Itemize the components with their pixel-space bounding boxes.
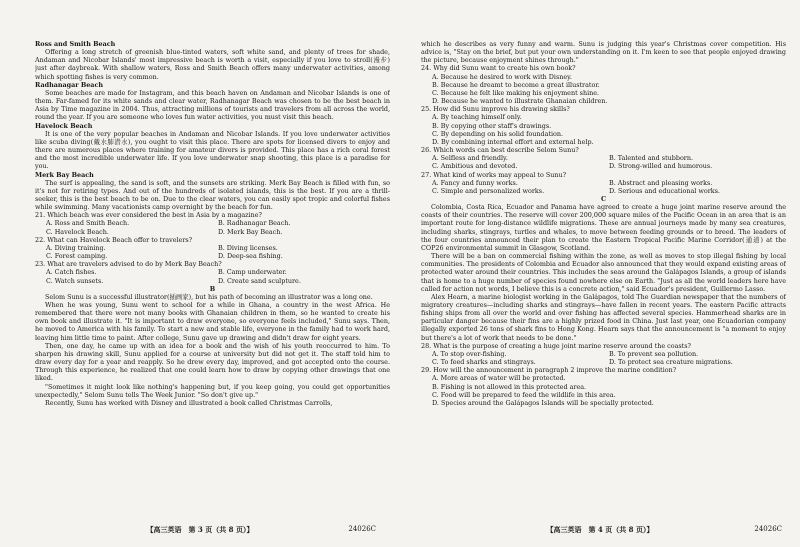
passage-b-paragraph: which he describes as very funny and warm. Sunu is judging this year's Christmas cover competition. His advice is, "Stay on the brief, but put your own understanding on it. I'm keen to see that people enjoyed drawing the picture, because enjoyment shines through." xyxy=(421,40,786,65)
page-number: 【高三英语 第 4 页（共 8 页）】 xyxy=(546,525,654,534)
option-a: A. Ross and Smith Beach. xyxy=(46,219,130,228)
option-d: D. Deep-sea fishing. xyxy=(218,252,283,261)
option-a: A. Diving training. xyxy=(46,243,106,252)
section-c-heading: C xyxy=(600,194,607,203)
question-26 xyxy=(421,146,786,170)
option-b: B. Talented and stubborn. xyxy=(609,154,693,163)
option-d: D. Because he wanted to illustrate Ghanaian children. xyxy=(432,97,608,106)
question-stem: 24. Why did Sunu want to create his own book? xyxy=(421,64,576,73)
question-stem: 23. What are travelers advised to do by Merk Bay Beach? xyxy=(35,260,222,269)
passage-b-paragraph: Then, one day, he came up with an idea for a book and the wish of his youth reoccurred to him. To sharpen his drawing skill, Sunu applied for a course at university but did not get it. The staff told him to draw every day for a year and reapply. So he drew every day, improved, and got accepted onto the course. Through this experience, he realized that one could learn how to draw by copying other drawings that one liked. xyxy=(35,341,390,383)
beach-paragraph: It is one of the very popular beaches in Andaman and Nicobar Islands. If you love underwater activities like scuba diving(戴水肺潜水), you ought to visit this place. There are spots for licensed divers to enjoy and there are numerous places where training for amateur divers is provided. This place has a rich coral forest and the most incredible underwater life. If you love underwater snap shooting, this place is a paradise for you. xyxy=(35,129,390,171)
beach-paragraph: The surf is appealing, the sand is soft, and the sunsets are striking. Merk Bay Beach is filled with fun, so it's not for retiring types. And out of the hundreds of isolated islands, this is the best. If you are a thrill-seeker, this is the best beach to be on. Due to the clear waters, you can easily spot tropic and colorful fishes while swimming. Many vacationists camp overnight by the beach for fun. xyxy=(35,178,390,212)
option-d: D. By combining internal effort and external help. xyxy=(432,137,594,146)
question-27 xyxy=(421,171,786,195)
option-c: C. Havelock Beach. xyxy=(46,227,109,236)
option-a: A. To stop over-fishing. xyxy=(432,349,507,358)
option-c: C. Watch sunsets. xyxy=(46,276,104,285)
option-b: B. Because he dreamt to become a great illustrator. xyxy=(432,80,600,89)
beach-heading: Ross and Smith Beach xyxy=(35,40,116,48)
option-d: D. Create sand sculpture. xyxy=(218,276,301,285)
page-4-content xyxy=(421,40,786,518)
option-a: A. Because he desired to work with Disney. xyxy=(432,72,572,81)
option-a: A. More areas of water will be protected. xyxy=(432,374,566,383)
passage-c-paragraph: There will be a ban on commercial fishing within the zone, as well as moves to stop illegal fishing by local communities. The presidents of Colombia and Ecuador also announced that they would expand existing areas of protected water around their countries. This includes the seas around the Galápagos Islands, a group of islands that is home to a huge number of species found nowhere else on Earth. "Just as all the world leaders here have called for action not words, I believe this is a concrete action," said Ecuador's president, Guillermo Lasso. xyxy=(421,252,786,293)
option-c: C. Forest camping. xyxy=(46,252,108,261)
question-28 xyxy=(421,342,786,366)
option-b: B. Camp underwater. xyxy=(218,268,287,277)
passage-b-paragraph: When he was young, Sunu went to school for a while in Ghana, a country in the west Africa. He remembered that there were not many books with Ghanaian children in them, so he wanted to create his own book and illustrate it. "It is important to draw everyone, so everyone feels included," Sunu says. Then, he moved to America with his family. To start a new and stable life, everyone in the family had to work hard, leaving him little time to paint. After college, Sunu gave up drawing and didn't draw for eight years. xyxy=(35,301,390,342)
option-b: B. Fishing is not allowed in this protected area. xyxy=(432,382,587,391)
passage-b-paragraph: Recently, Sunu has worked with Disney and illustrated a book called Christmas Carrolls, xyxy=(45,398,333,407)
page-3-content xyxy=(35,40,390,518)
question-stem: 28. What is the purpose of creating a huge joint marine reserve around the coasts? xyxy=(421,341,691,350)
option-a: A. Fancy and funny works. xyxy=(432,178,518,187)
option-c: C. Ambitious and devoted. xyxy=(432,162,518,171)
question-25 xyxy=(421,105,786,146)
question-stem: 26. Which words can best describe Selom Sunu? xyxy=(421,146,579,155)
option-b: B. By copying other staff's drawings. xyxy=(432,121,552,130)
beach-heading: Merk Bay Beach xyxy=(35,170,94,179)
option-d: D. Serious and educational works. xyxy=(609,186,720,195)
question-stem: 29. How will the announcement in paragraph 2 improve the marine condition? xyxy=(421,366,677,375)
passage-b-paragraph: "Sometimes it might look like nothing's happening but, if you keep going, you could get opportunities unexpectedly," Selom Sunu tells The Week Junior. "So don't give up." xyxy=(35,382,390,399)
option-c: C. Simple and personalized works. xyxy=(432,186,545,195)
page-number: 【高三英语 第 3 页（共 8 页）】 xyxy=(146,525,254,534)
option-a: A. By teaching himself only. xyxy=(432,113,522,122)
option-a: A. Catch fishes. xyxy=(46,268,97,277)
option-b: B. Radhanagar Beach. xyxy=(218,219,291,228)
option-b: B. Diving licenses. xyxy=(218,243,278,252)
beach-heading: Havelock Beach xyxy=(35,121,93,130)
option-c: C. By depending on his solid foundation. xyxy=(432,129,564,138)
beach-heading: Radhanagar Beach xyxy=(35,80,103,89)
option-d: D. Merk Bay Beach. xyxy=(218,227,283,236)
option-c: C. To feed sharks and stingrays. xyxy=(432,358,536,367)
beach-paragraph: Offering a long stretch of greenish blue-tinted waters, soft white sand, and plenty of trees for shade, Andaman and Nicobar Islands' most impressive beach is worth a visit, especially if you love to stroll(漫步) just after daybreak. With shallow waters, Ross and Smith Beach offers many underwater activities, among which spotting fishes is very common. xyxy=(35,48,390,81)
question-23 xyxy=(35,260,390,284)
option-d: D. Species around the Galápagos Islands will be specially protected. xyxy=(432,398,654,407)
exam-code: 24026C xyxy=(754,525,782,533)
passage-c-paragraph: Alex Hearn, a marine biologist working in the Galápagos, told The Guardian newspaper that the numbers of migratory creatures—including sharks and stingrays—have fallen in recent years. The eastern Pacific attracts fishing ships from all over the world and over fishing has affected several species. Hammerhead sharks are in particular danger because their fins are a highly prized food in China. Just last year, one Ecuadorian company illegally exported 26 tons of shark fins to Hong Kong. Hearn says that the announcement is "a moment to enjoy but there's a lot of work that needs to be done." xyxy=(421,292,786,342)
question-stem: 27. What kind of works may appeal to Sunu? xyxy=(421,170,567,179)
exam-page-4 xyxy=(400,0,800,547)
question-stem: 25. How did Sunu improve his drawing skills? xyxy=(421,105,570,114)
exam-code: 24026C xyxy=(348,525,376,533)
section-b-heading: B xyxy=(209,284,216,293)
question-stem: 21. Which beach was ever considered the best in Asia by a magazine? xyxy=(35,211,262,220)
question-21 xyxy=(35,211,390,235)
question-29 xyxy=(421,366,786,407)
option-c: C. Food will be prepared to feed the wildlife in this area. xyxy=(432,390,616,399)
passage-b-paragraph: Selom Sunu is a successful illustrator(插画家), but his path of becoming an illustrator was a long one. xyxy=(45,292,373,301)
option-c: C. Because he felt like making his enjoyment shine. xyxy=(432,88,600,97)
question-22 xyxy=(35,236,390,260)
option-d: D. Strong-willed and humorous. xyxy=(609,162,713,171)
question-24 xyxy=(421,64,786,105)
option-b: B. To prevent sea pollution. xyxy=(609,349,699,358)
question-stem: 22. What can Havelock Beach offer to travelers? xyxy=(35,235,193,244)
option-b: B. Abstract and pleasing works. xyxy=(609,178,713,187)
beach-paragraph: Some beaches are made for Instagram, and this beach haven on Andaman and Nicobar Islands is one of them. Far-famed for its white sands and clear water, Radhanagar Beach was chosen to be the best beach in Asia by Time magazine in 2004. Thus, attracting millions of tourists and travelers from all across the world, round the year. If you are someone who loves fun water activities, you must visit this beach. xyxy=(35,88,390,122)
option-d: D. To protect sea creature migrations. xyxy=(609,358,733,367)
option-a: A. Selfless and friendly. xyxy=(432,154,508,163)
passage-c-paragraph: Colombia, Costa Rica, Ecuador and Panama have agreed to create a huge joint marine reserve around the coasts of their countries. The reserve will cover 200,000 square miles of the Pacific Ocean in an area that is an important route for long-distance wildlife migrations. These are annual journeys made by many sea creatures, including sharks, stingrays, turtles and whales, to move between feeding grounds or to breed. The leaders of the four countries announced their plan to create the Eastern Tropical Pacific Marine Corridor(通道) at the COP26 environmental summit in Glasgow, Scotland. xyxy=(421,203,786,252)
